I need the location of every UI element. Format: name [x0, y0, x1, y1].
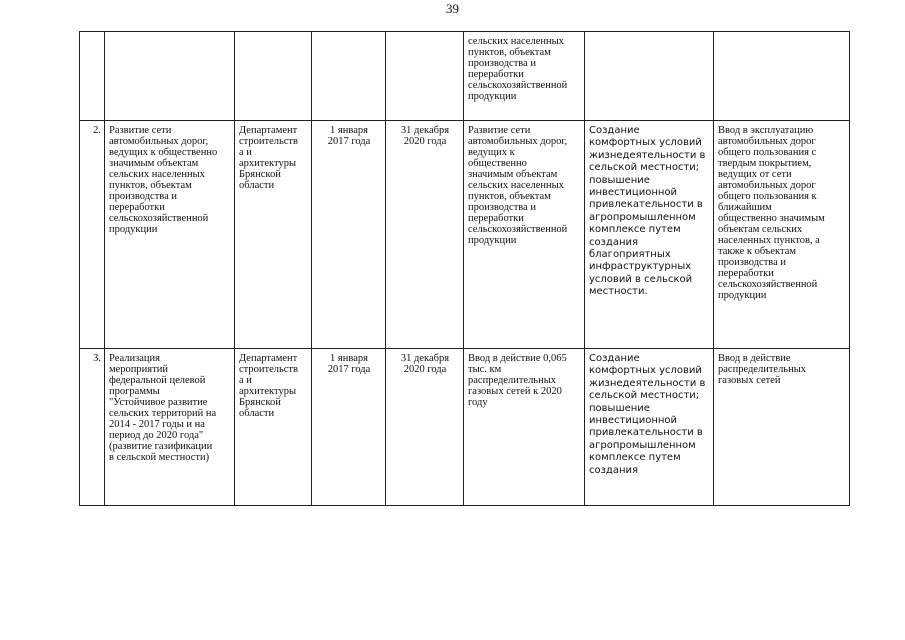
end-date-cell: 31 декабря 2020 года — [386, 121, 464, 349]
end-date-cell — [386, 32, 464, 121]
indicator-cell: сельских населенных пунктов, объектам производства и переработки сельскохозяйственной продукции — [464, 32, 585, 121]
table-row — [80, 121, 850, 349]
row-number-cell — [80, 32, 105, 121]
end-date-cell: 31 декабря 2020 года — [386, 349, 464, 506]
executor-cell: Департамент строительств а и архитектуры Брянской области — [235, 121, 312, 349]
effect-cell: Ввод в эксплуатацию автомобильных дорог общего пользования с твердым покрытием, ведущих от сети автомобильных дорог общего пользования к ближайшим общественно значимым объектам сельских населенных пунктов, а также к объектам производства и переработки сельскохозяйственной продукции — [714, 121, 850, 349]
expected-result-cell: Создание комфортных условий жизнедеятельности в сельской местности; повышение инвестиционной привлекательности в агропромышленном комплексе путем создания — [585, 349, 714, 506]
start-date-cell: 1 января 2017 года — [312, 349, 386, 506]
start-date-cell — [312, 32, 386, 121]
effect-cell: Ввод в действие распределительных газовых сетей — [714, 349, 850, 506]
effect-cell — [714, 32, 850, 121]
page-number: 39 — [446, 1, 459, 16]
start-date-cell: 1 января 2017 года — [312, 121, 386, 349]
table-row — [80, 349, 850, 506]
row-number-cell: 3. — [80, 349, 105, 506]
row-number-cell: 2. — [80, 121, 105, 349]
measures-table — [79, 31, 850, 506]
indicator-cell: Развитие сети автомобильных дорог, ведущих к общественно значимым объектам сельских населенных пунктов, объектам производства и переработки сельскохозяйственной продукции — [464, 121, 585, 349]
indicator-cell: Ввод в действие 0,065 тыс. км распределительных газовых сетей к 2020 году — [464, 349, 585, 506]
executor-cell: Департамент строительств а и архитектуры Брянской области — [235, 349, 312, 506]
expected-result-cell — [585, 32, 714, 121]
table-row — [80, 32, 850, 121]
expected-result-cell: Создание комфортных условий жизнедеятельности в сельской местности; повышение инвестиционной привлекательности в агропромышленном комплексе путем создания благоприятных инфраструктурных условий в сельской местности. — [585, 121, 714, 349]
measure-name-cell — [105, 32, 235, 121]
measure-name-cell: Развитие сети автомобильных дорог, ведущих к общественно значимым объектам сельских населенных пунктов, объектам производства и переработки сельскохозяйственной продукции — [105, 121, 235, 349]
measure-name-cell: Реализация мероприятий федеральной целевой программы "Устойчивое развитие сельских территорий на 2014 - 2017 годы и на период до 2020 года" (развитие газификации в сельской местности) — [105, 349, 235, 506]
executor-cell — [235, 32, 312, 121]
